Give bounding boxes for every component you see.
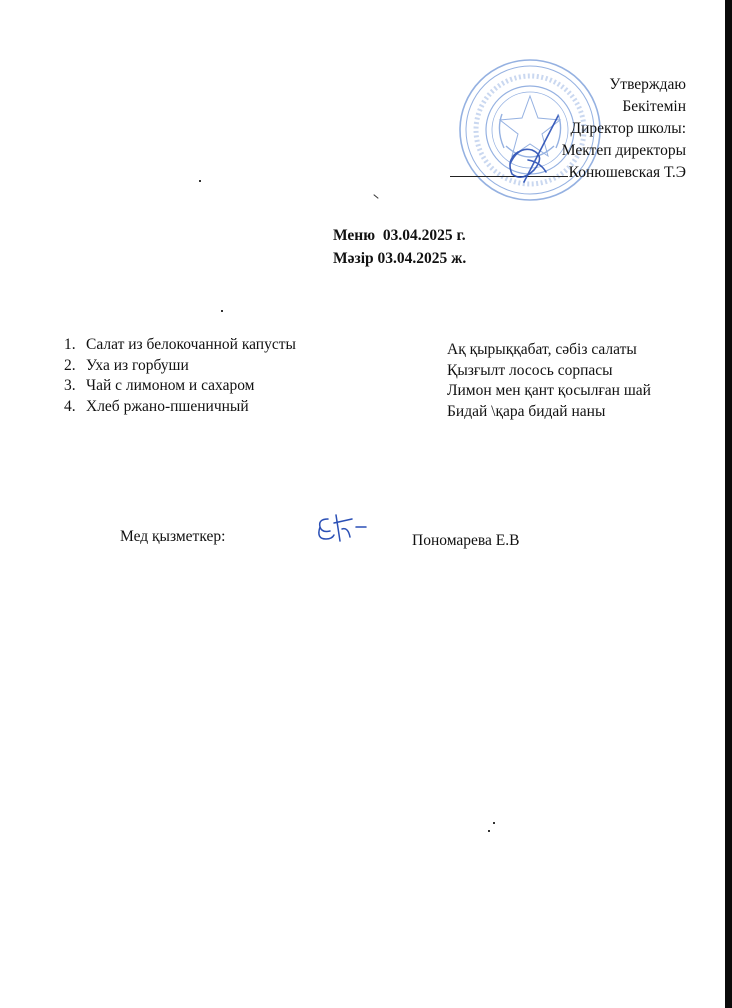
medical-worker-label: Мед қызметкер: <box>120 528 226 545</box>
list-item: Бидай \қара бидай наны <box>447 402 606 420</box>
list-item: Ақ қырыққабат, сәбіз салаты <box>447 341 637 358</box>
item-number: 3. <box>64 377 76 394</box>
director-name: Конюшевская Т.Э <box>568 164 686 181</box>
approval-position-kz: Мектеп директоры <box>561 142 686 159</box>
medical-worker-signature <box>312 505 376 549</box>
menu-list-kz <box>447 340 651 422</box>
item-text: Уха из горбуши <box>86 356 189 374</box>
medical-worker-name: Пономарева Е.В <box>412 532 520 549</box>
list-item <box>64 397 296 418</box>
scan-speck <box>373 194 378 199</box>
item-text: Чай с лимоном и сахаром <box>86 377 255 394</box>
list-item <box>64 376 296 397</box>
scan-speck <box>199 180 201 182</box>
list-item: Қызғылт лосось сорпасы <box>447 361 613 379</box>
menu-title-ru: Меню 03.04.2025 г. <box>333 227 466 244</box>
list-item <box>64 335 296 356</box>
item-text: Хлеб ржано-пшеничный <box>86 397 249 415</box>
scan-speck <box>221 310 223 312</box>
menu-list-ru <box>64 335 296 417</box>
menu-title-kz: Мәзір 03.04.2025 ж. <box>333 250 467 267</box>
scan-speck <box>493 822 495 824</box>
list-item: Лимон мен қант қосылған шай <box>447 382 651 399</box>
item-number: 4. <box>64 397 76 415</box>
scan-speck <box>488 830 490 832</box>
approval-line-ru: Утверждаю <box>609 76 686 93</box>
menu-title-block <box>333 224 466 270</box>
item-number: 2. <box>64 356 76 374</box>
item-number: 1. <box>64 336 76 353</box>
approval-position-ru: Директор школы: <box>570 120 686 137</box>
list-item <box>64 356 296 377</box>
scan-page-edge <box>725 0 732 1008</box>
item-text: Салат из белокочанной капусты <box>86 336 296 353</box>
approval-line-kz: Бекітемін <box>622 98 686 115</box>
director-signature <box>488 112 568 186</box>
